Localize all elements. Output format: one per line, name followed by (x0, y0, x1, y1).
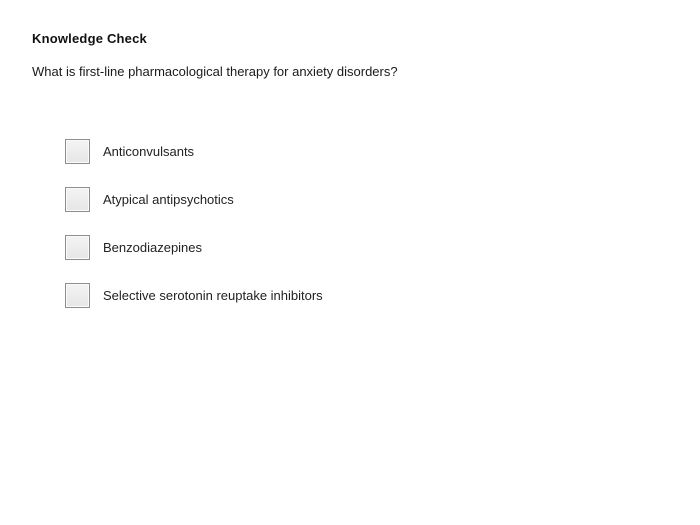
option-anticonvulsants[interactable] (65, 138, 565, 165)
option-benzodiazepines[interactable] (65, 234, 565, 261)
option-checkbox[interactable] (65, 187, 90, 212)
option-ssris[interactable] (65, 282, 565, 309)
option-label: Atypical antipsychotics (103, 192, 234, 207)
option-checkbox[interactable] (65, 235, 90, 260)
option-label: Selective serotonin reuptake inhibitors (103, 288, 323, 303)
option-label: Benzodiazepines (103, 240, 203, 255)
option-checkbox[interactable] (65, 139, 90, 164)
option-atypical-antipsychotics[interactable] (65, 186, 565, 213)
answer-options (65, 138, 565, 330)
option-label: Anticonvulsants (103, 144, 195, 159)
option-checkbox[interactable] (65, 283, 90, 308)
page-title: Knowledge Check (32, 31, 147, 46)
question-text: What is first-line pharmacological therapy for anxiety disorders? (32, 64, 398, 79)
